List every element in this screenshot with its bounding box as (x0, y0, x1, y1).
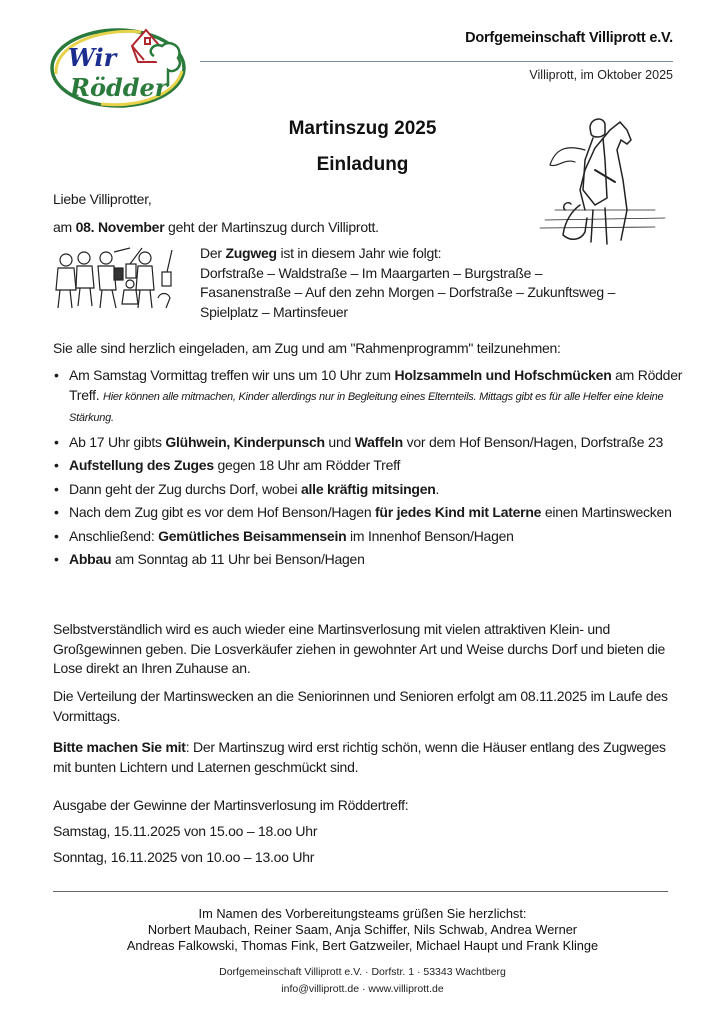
signature-names: Norbert Maubach, Reiner Saam, Anja Schiffer, Nils Schwab, Andrea Werner (147, 922, 578, 937)
intro-text-rest: geht der Martinszug durch Villiprott. (164, 219, 379, 235)
item-note: Hier können alle mitmachen, Kinder allerdings nur in Begleitung eines Elternteils. Mittags gibt es für alle Helfer eine kleine Stärkung. (69, 390, 664, 424)
route-streets-line: Dorfstraße – Waldstraße – Im Maargarten – Burgstraße – (200, 264, 543, 281)
date-line: Villiprott, im Oktober 2025 (529, 68, 673, 82)
route-text-rest: ist in diesem Jahr wie folgt: (276, 245, 442, 261)
item-text: Nach dem Zug gibt es vor dem Hof Benson/Hagen (69, 504, 376, 520)
prizes-heading: Ausgabe der Gewinne der Martinsverlosung im Röddertreff: (53, 797, 409, 813)
route-keyword: Zugweg (225, 245, 277, 261)
item-text: und (324, 433, 355, 450)
item-highlight: Abbau (69, 551, 112, 567)
item-text: Anschließend: (69, 527, 159, 544)
list-item (53, 550, 693, 570)
item-highlight: Waffeln (354, 433, 403, 450)
item-highlight: Aufstellung des Zuges (69, 457, 214, 473)
invitation-text: Sie alle sind herzlich eingeladen, am Zug und am "Rahmenprogramm" teilzunehmen: (53, 340, 561, 356)
intro-paragraph (53, 218, 379, 238)
route-text: Der (200, 245, 226, 261)
item-text: am Rödder Treff. (69, 367, 683, 403)
prizes-saturday: Samstag, 15.11.2025 von 15.oo – 18.oo Uhr (53, 823, 318, 839)
route-intro (200, 244, 680, 264)
signature-names: Andreas Falkowski, Thomas Fink, Bert Gatzweiler, Michael Haupt und Frank Klinge (126, 938, 599, 953)
item-text: einen Martinswecken (541, 504, 672, 520)
separator: · (359, 983, 369, 995)
email-link[interactable]: info@villiprott.de (281, 983, 360, 995)
item-highlight: alle kräftig mitsingen (301, 480, 436, 497)
logo-text-wir: Wir (68, 43, 117, 72)
raffle-paragraph: Selbstverständlich wird es auch wieder eine Martinsverlosung mit vielen attraktiven Klein- und Großgewinnen geben. Die Losverkäufer ziehen in gewohnter Art und Weise durchs Dorf und bieten die Lose direkt an Ihren Zuhause an. (53, 621, 666, 676)
program-list (53, 366, 693, 574)
footer-address: Dorfgemeinschaft Villiprott e.V. · Dorfstr. 1 · 53343 Wachtberg (219, 966, 506, 978)
event-date: 08. November (75, 219, 165, 235)
footer-divider (53, 891, 668, 892)
participation-highlight: Bitte machen Sie mit (53, 739, 186, 755)
list-item (53, 433, 693, 453)
item-text: Am Samstag Vormittag treffen wir uns um 10 Uhr zum (69, 367, 395, 383)
item-text: im Innenhof Benson/Hagen (346, 527, 514, 544)
list-item (53, 480, 693, 500)
greeting: Liebe Villiprotter, (53, 191, 152, 207)
participation-text: : Der Martinszug wird erst richtig schön, wenn die Häuser entlang des Zugweges mit bunten Lichtern und Laternen geschmückt sind. (53, 739, 666, 775)
footer-contact (0, 983, 725, 995)
list-item (53, 503, 693, 523)
item-highlight: Glühwein, Kinderpunsch (165, 433, 325, 450)
item-highlight: Holzsammeln und Hofschmücken (394, 367, 612, 383)
wir-roedder-logo (46, 16, 191, 112)
logo-text-roedder: Rödder (70, 73, 168, 102)
route-section (200, 244, 680, 322)
seniors-paragraph: Die Verteilung der Martinswecken an die Seniorinnen und Senioren erfolgt am 08.11.2025 im Laufe des Vormittags. (53, 688, 668, 724)
prizes-sunday: Sonntag, 16.11.2025 von 10.oo – 13.oo Uhr (53, 849, 315, 865)
item-text: Dann geht der Zug durchs Dorf, wobei (69, 480, 301, 497)
children-lanterns-illustration (50, 246, 185, 316)
route-streets-line: Fasanenstraße – Auf den zehn Morgen – Dorfstraße – Zukunftsweg – (200, 284, 616, 300)
st-martin-illustration (535, 110, 685, 255)
item-text: gegen 18 Uhr am Rödder Treff (213, 457, 401, 473)
participation-paragraph (53, 738, 683, 777)
signature-greeting: Im Namen des Vorbereitungsteams grüßen Sie herzlichst: (198, 906, 527, 921)
intro-text: am (53, 219, 76, 235)
item-text: vor dem Hof Benson/Hagen, Dorfstraße 23 (402, 433, 664, 450)
route-streets-line: Spielplatz – Martinsfeuer (200, 303, 348, 320)
item-highlight: Gemütliches Beisammensein (158, 527, 347, 544)
item-text: . (435, 480, 440, 497)
item-highlight: für jedes Kind mit Laterne (375, 504, 542, 520)
list-item (53, 366, 693, 429)
item-text: Ab 17 Uhr gibts (69, 433, 166, 450)
website-link[interactable]: www.villiprott.de (368, 983, 444, 995)
page-title: Martinszug 2025 (288, 118, 437, 139)
list-item (53, 456, 693, 476)
item-text: am Sonntag ab 11 Uhr bei Benson/Hagen (111, 551, 365, 567)
list-item (53, 527, 693, 547)
page-subtitle: Einladung (316, 154, 409, 175)
header-divider (200, 61, 673, 62)
organization-name: Dorfgemeinschaft Villiprott e.V. (465, 30, 673, 46)
